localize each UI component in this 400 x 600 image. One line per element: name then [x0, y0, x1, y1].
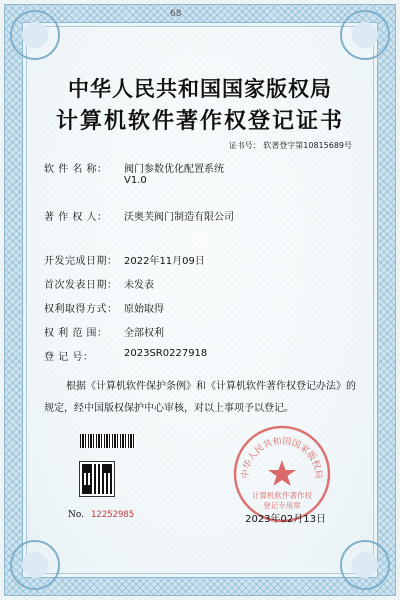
handwritten-note: 68 — [170, 9, 182, 19]
official-seal — [232, 424, 332, 524]
seal-star-icon — [268, 460, 296, 486]
field-label: 权 利 范 围： — [44, 328, 108, 339]
corner-ornament — [340, 540, 390, 590]
barcode — [80, 434, 136, 448]
seal-graphic — [232, 424, 332, 524]
field-value: 2022年11月09日 — [124, 256, 205, 267]
corner-ornament — [10, 540, 60, 590]
legal-statement-line: 规定，经中国版权保护中心审核，对以上事项予以登记。 — [44, 403, 294, 414]
serial-prefix: No. — [68, 510, 84, 520]
field-label: 软 件 名 称： — [44, 164, 108, 175]
field-label: 权利取得方式： — [44, 304, 118, 315]
field-value: 沃奥芙阀门制造有限公司 — [124, 212, 234, 223]
field-label: 首次发表日期： — [44, 280, 118, 291]
software-name: 阀门参数优化配置系统 — [124, 164, 224, 175]
field-label: 著 作 权 人： — [44, 212, 108, 223]
field-value: 2023SR0227918 — [124, 348, 208, 359]
serial-value: 12252985 — [90, 510, 135, 520]
issue-date: 2023年02月13日 — [245, 514, 326, 525]
serial-number — [68, 510, 134, 520]
qr-code — [80, 462, 114, 496]
issuing-authority: 中华人民共和国国家版权局 — [68, 76, 332, 101]
software-version: V1.0 — [124, 175, 147, 186]
field-value: 全部权利 — [124, 328, 164, 339]
seal-outer-text: 中华人民共和国国家版权局 — [240, 436, 324, 480]
legal-statement-line: 根据《计算机软件保护条例》和《计算机软件著作权登记办法》的 — [66, 381, 356, 392]
field-label: 开发完成日期： — [44, 256, 118, 267]
field-value: 未发表 — [124, 280, 154, 291]
corner-ornament — [340, 10, 390, 60]
seal-inner-line2: 登记专用章 — [263, 501, 301, 510]
certificate-title: 计算机软件著作权登记证书 — [55, 108, 344, 134]
field-value: 原始取得 — [124, 304, 164, 315]
certificate-number: 证书号： 软著登字第10815689号 — [228, 141, 352, 150]
field-value — [124, 160, 224, 186]
corner-ornament — [10, 10, 60, 60]
field-label: 登 记 号： — [44, 352, 94, 363]
seal-inner-line1: 计算机软件著作权 — [252, 491, 312, 500]
legal-statement — [44, 376, 360, 420]
